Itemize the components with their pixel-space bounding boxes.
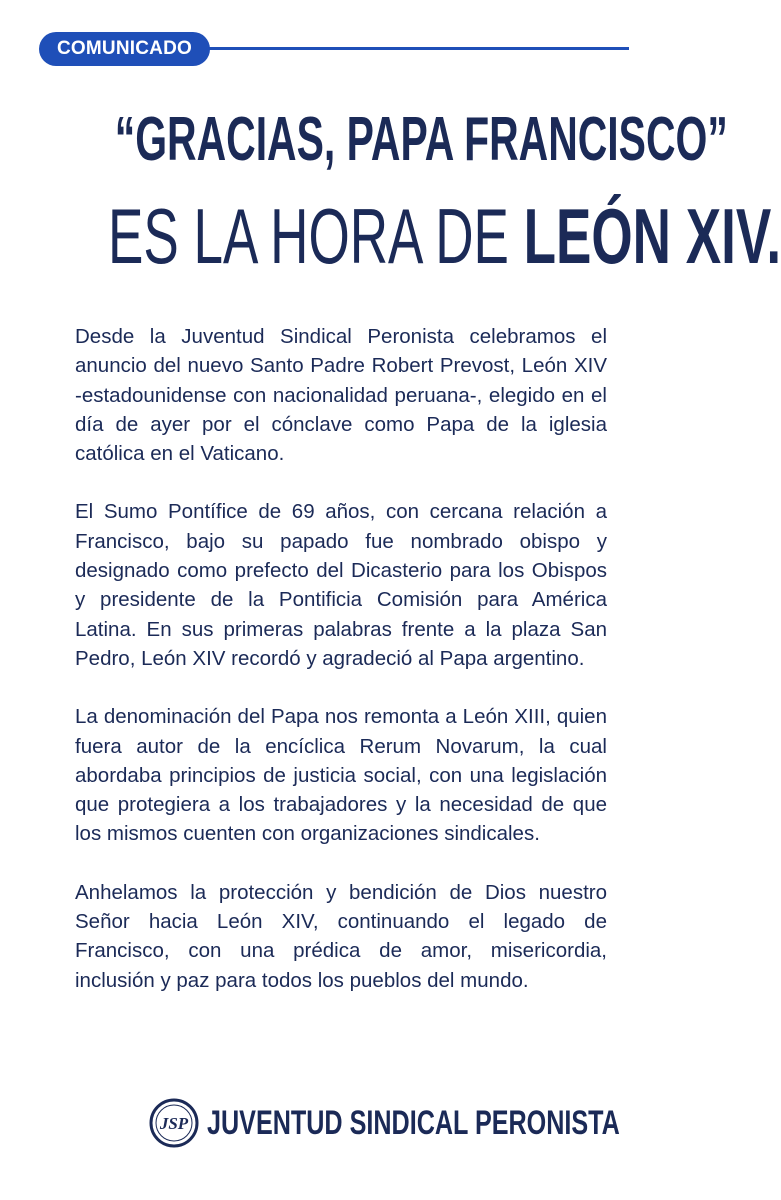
org-name: JUVENTUD SINDICAL PERONISTA [206,1103,620,1142]
statement-body [75,322,607,1024]
header-bar [39,32,629,66]
paragraph-4: Anhelamos la protección y bendición de Dios nuestro Señor hacia León XIV, continuando el legado de Francisco, con una prédica de amor, misericordia, inclusión y paz para todos los pueblos del mundo. [75,880,607,992]
svg-text:JSP: JSP [159,1114,188,1133]
headline-line-2 [108,186,781,286]
comunicado-badge: COMUNICADO [39,32,210,66]
paragraph-1: Desde la Juventud Sindical Peronista celebramos el anuncio del nuevo Santo Padre Robert Prevost, León XIV -estadounidense con nacionalidad peruana-, elegido en el día de ayer por el cónclave como Papa de la iglesia católica en el Vaticano. [75,325,607,466]
footer-signature [0,1096,675,1150]
header-divider-line [189,47,629,50]
jsp-seal-icon [149,1098,199,1148]
headline-line-2-light: ES LA HORA DE [108,192,524,280]
headline-line-1: “GRACIAS, PAPA FRANCISCO” [114,105,728,174]
paragraph-3: La denominación del Papa nos remonta a León XIII, quien fuera autor de la encíclica Rerum Novarum, la cual abordaba principios de justicia social, con una legislación que protegiera a los trabajadores y la necesidad de que los mismos cuenten con organizaciones sindicales. [75,705,607,846]
paragraph-2: El Sumo Pontífice de 69 años, con cercana relación a Francisco, bajo su papado fue nombrado obispo y designado como prefecto del Dicasterio para los Obispos y presidente de la Pontificia Comisión para América Latina. En sus primeras palabras frente a la plaza San Pedro, León XIV recordó y agradeció al Papa argentino. [75,500,607,670]
headline-line-2-bold: LEÓN XIV. [523,192,781,280]
